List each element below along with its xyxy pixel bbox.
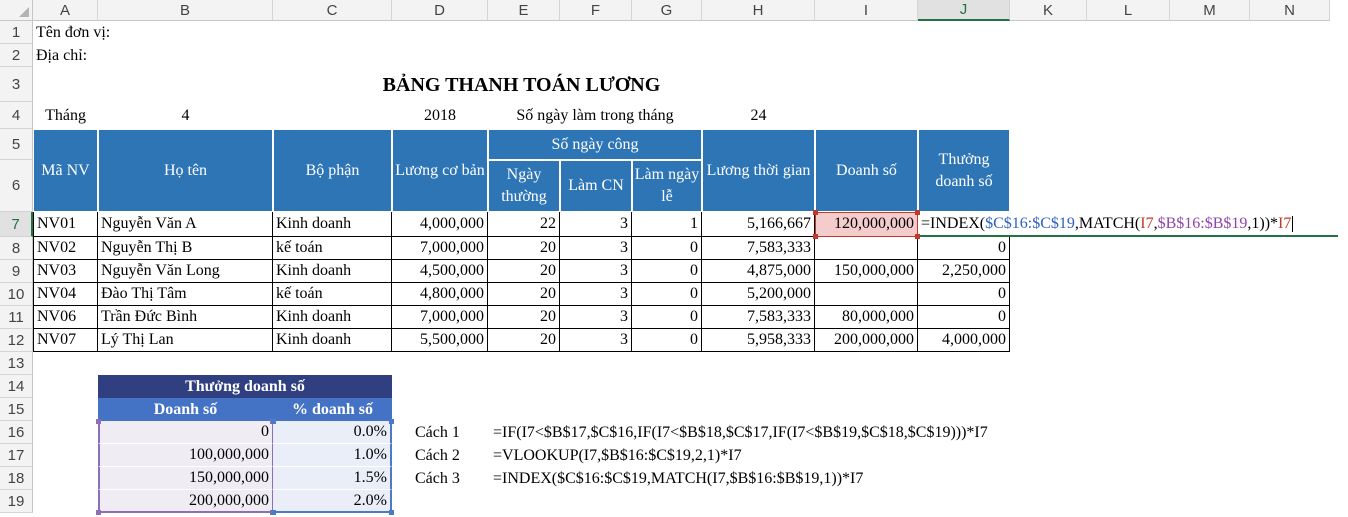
header-workdays-group[interactable]: Số ngày công — [488, 129, 702, 160]
cell-time_salary[interactable]: 5,958,333 — [702, 329, 815, 352]
row-header-13[interactable]: 13 — [0, 352, 33, 375]
formula-token: ,MATCH( — [1074, 214, 1141, 232]
row-header-18[interactable]: 18 — [0, 467, 33, 490]
header-bonus[interactable]: Thưởng doanh số — [918, 129, 1010, 212]
cell-normal[interactable]: 20 — [488, 306, 560, 329]
cell-sales[interactable]: 80,000,000 — [815, 306, 918, 329]
sheet-title[interactable]: BẢNG THANH TOÁN LƯƠNG — [382, 73, 661, 96]
cell-holiday[interactable]: 0 — [632, 237, 702, 260]
method-formula[interactable]: =VLOOKUP(I7,$B$16:$C$19,2,1)*I7 — [493, 446, 742, 464]
select-all-corner[interactable] — [0, 0, 33, 21]
cell-name[interactable]: Trần Đức Bình — [98, 306, 273, 329]
formula-token: I7 — [1140, 214, 1154, 232]
cell-base[interactable]: 4,800,000 — [392, 283, 488, 306]
method-label[interactable]: Cách 3 — [415, 469, 460, 487]
cell-bonus[interactable]: 0 — [918, 237, 1010, 260]
range-handle[interactable] — [389, 510, 394, 515]
cell-name[interactable]: Nguyễn Văn Long — [98, 260, 273, 283]
cell-normal[interactable]: 20 — [488, 237, 560, 260]
month-label[interactable]: Tháng — [45, 106, 86, 124]
cell-holiday[interactable]: 0 — [632, 306, 702, 329]
cell-holiday[interactable]: 0 — [632, 260, 702, 283]
cell-sunday[interactable]: 3 — [560, 212, 632, 237]
range-handle[interactable] — [915, 234, 920, 239]
workdays-label[interactable]: Số ngày làm trong tháng — [516, 106, 674, 124]
range-handle[interactable] — [389, 419, 394, 424]
column-header-h[interactable]: H — [702, 0, 815, 21]
method-formula[interactable]: =INDEX($C$16:$C$19,MATCH(I7,$B$16:$B$19,1))*I7 — [493, 469, 864, 487]
header-sunday[interactable]: Làm CN — [560, 160, 632, 212]
cell-normal[interactable]: 20 — [488, 260, 560, 283]
bonus-pct-value[interactable]: 1.5% — [273, 467, 392, 490]
cell-dept[interactable]: kế toán — [273, 237, 392, 260]
bonus-sales-value[interactable]: 0 — [98, 421, 273, 444]
method-formula[interactable]: =IF(I7<$B$17,$C$16,IF(I7<$B$18,$C$17,IF(I7<$B$19,$C$18,$C$19)))*I7 — [493, 423, 988, 441]
row-header-10[interactable]: 10 — [0, 283, 33, 306]
column-header-j[interactable]: J — [918, 0, 1010, 21]
range-handle[interactable] — [915, 210, 920, 215]
row-header-16[interactable]: 16 — [0, 421, 33, 444]
column-header-i[interactable]: I — [815, 0, 918, 21]
bonus-col-pct[interactable]: % doanh số — [273, 398, 392, 421]
range-handle[interactable] — [813, 234, 818, 239]
cell-sales[interactable]: 200,000,000 — [815, 329, 918, 352]
cell-name[interactable]: Nguyễn Văn A — [98, 212, 273, 237]
cell-time_salary[interactable]: 5,166,667 — [702, 212, 815, 237]
row-header-5[interactable]: 5 — [0, 129, 33, 160]
bonus-sales-value[interactable]: 150,000,000 — [98, 467, 273, 490]
cell-sales[interactable] — [815, 237, 918, 260]
column-header-d[interactable]: D — [392, 0, 488, 21]
bonus-pct-value[interactable]: 0.0% — [273, 421, 392, 444]
cell-normal[interactable]: 22 — [488, 212, 560, 237]
cell-sunday[interactable]: 3 — [560, 237, 632, 260]
row-header-2[interactable]: 2 — [0, 44, 33, 67]
range-handle[interactable] — [271, 419, 276, 424]
bonus-pct-value[interactable]: 1.0% — [273, 444, 392, 467]
cell-id[interactable]: NV07 — [33, 329, 98, 352]
row-header-1[interactable]: 1 — [0, 21, 33, 44]
header-id[interactable]: Mã NV — [33, 129, 98, 212]
formula-token: , — [1153, 214, 1158, 232]
column-header-n[interactable]: N — [1250, 0, 1330, 21]
cell-dept[interactable]: Kinh doanh — [273, 329, 392, 352]
range-handle[interactable] — [813, 210, 818, 215]
row-header-6[interactable]: 6 — [0, 160, 33, 212]
column-header-f[interactable]: F — [560, 0, 632, 21]
cell-id[interactable]: NV02 — [33, 237, 98, 260]
header-name[interactable]: Họ tên — [98, 129, 273, 212]
cell-id[interactable]: NV03 — [33, 260, 98, 283]
cell-sunday[interactable]: 3 — [560, 306, 632, 329]
cell-bonus[interactable]: 0 — [918, 306, 1010, 329]
cell-name[interactable]: Đào Thị Tâm — [98, 283, 273, 306]
cell-sunday[interactable]: 3 — [560, 329, 632, 352]
row-header-8[interactable]: 8 — [0, 237, 33, 260]
cell-name[interactable]: Nguyễn Thị B — [98, 237, 273, 260]
cell-normal[interactable]: 20 — [488, 283, 560, 306]
workdays-value[interactable]: 24 — [750, 106, 767, 124]
row-header-3[interactable]: 3 — [0, 67, 33, 102]
cell-dept[interactable]: kế toán — [273, 283, 392, 306]
column-header-b[interactable]: B — [98, 0, 273, 21]
bonus-pct-value[interactable]: 2.0% — [273, 490, 392, 513]
year-value[interactable]: 2018 — [424, 106, 456, 124]
column-header-k[interactable]: K — [1010, 0, 1087, 21]
cell-holiday[interactable]: 0 — [632, 329, 702, 352]
cell-base[interactable]: 4,000,000 — [392, 212, 488, 237]
unit-label[interactable]: Tên đơn vị: — [36, 23, 111, 41]
row-header-4[interactable]: 4 — [0, 102, 33, 129]
header-time-salary[interactable]: Lương thời gian — [702, 129, 815, 212]
text-cursor — [1292, 216, 1293, 232]
bonus-col-sales[interactable]: Doanh số — [98, 398, 273, 421]
address-label[interactable]: Địa chỉ: — [36, 46, 88, 64]
formula-token: $C$16:$C$19 — [985, 214, 1075, 232]
cell-sunday[interactable]: 3 — [560, 260, 632, 283]
cell-sales[interactable]: 120,000,000 — [815, 212, 918, 237]
row-header-11[interactable]: 11 — [0, 306, 33, 329]
formula-token: $B$16:$B$19 — [1157, 214, 1248, 232]
cell-bonus[interactable]: 2,250,000 — [918, 260, 1010, 283]
cell-base[interactable]: 7,000,000 — [392, 237, 488, 260]
cell-holiday[interactable]: 0 — [632, 283, 702, 306]
cell-dept[interactable]: Kinh doanh — [273, 212, 392, 237]
bonus-sales-value[interactable]: 100,000,000 — [98, 444, 273, 467]
cell-id[interactable]: NV01 — [33, 212, 98, 237]
cell-id[interactable]: NV04 — [33, 283, 98, 306]
cell-sunday[interactable]: 3 — [560, 283, 632, 306]
range-handle[interactable] — [96, 419, 101, 424]
cell-sales[interactable] — [815, 283, 918, 306]
cell-base[interactable]: 7,000,000 — [392, 306, 488, 329]
formula-token: I7 — [1278, 214, 1292, 232]
row-header-15[interactable]: 15 — [0, 398, 33, 421]
row-header-12[interactable]: 12 — [0, 329, 33, 352]
cell-normal[interactable]: 20 — [488, 329, 560, 352]
column-header-c[interactable]: C — [273, 0, 392, 21]
active-cell-formula-editor[interactable] — [918, 212, 1338, 237]
month-value[interactable]: 4 — [181, 106, 190, 124]
bonus-sales-value[interactable]: 200,000,000 — [98, 490, 273, 513]
method-label[interactable]: Cách 2 — [415, 446, 460, 464]
cell-dept[interactable]: Kinh doanh — [273, 306, 392, 329]
column-header-a[interactable]: A — [33, 0, 98, 21]
cell-time_salary[interactable]: 5,200,000 — [702, 283, 815, 306]
header-base-salary[interactable]: Lương cơ bản — [392, 129, 488, 212]
cell-base[interactable]: 4,500,000 — [392, 260, 488, 283]
cell-time_salary[interactable]: 7,583,333 — [702, 237, 815, 260]
cell-holiday[interactable]: 1 — [632, 212, 702, 237]
header-dept[interactable]: Bộ phận — [273, 129, 392, 212]
row-header-14[interactable]: 14 — [0, 375, 33, 398]
cell-base[interactable]: 5,500,000 — [392, 329, 488, 352]
column-header-l[interactable]: L — [1087, 0, 1170, 21]
cell-time_salary[interactable]: 7,583,333 — [702, 306, 815, 329]
cell-sales[interactable]: 150,000,000 — [815, 260, 918, 283]
header-holiday[interactable]: Làm ngày lễ — [632, 160, 702, 212]
column-header-g[interactable]: G — [632, 0, 702, 21]
column-header-e[interactable]: E — [488, 0, 560, 21]
row-header-9[interactable]: 9 — [0, 260, 33, 283]
cell-name[interactable]: Lý Thị Lan — [98, 329, 273, 352]
cell-bonus[interactable]: 0 — [918, 283, 1010, 306]
row-header-19[interactable]: 19 — [0, 490, 33, 513]
bonus-table-title[interactable]: Thưởng doanh số — [98, 375, 392, 398]
formula-token: =INDEX( — [921, 214, 986, 232]
cell-id[interactable]: NV06 — [33, 306, 98, 329]
range-handle[interactable] — [96, 510, 101, 515]
cell-time_salary[interactable]: 4,875,000 — [702, 260, 815, 283]
cell-dept[interactable]: Kinh doanh — [273, 260, 392, 283]
header-sales[interactable]: Doanh số — [815, 129, 918, 212]
row-header-7[interactable]: 7 — [0, 212, 33, 237]
cell-bonus[interactable]: 4,000,000 — [918, 329, 1010, 352]
method-label[interactable]: Cách 1 — [415, 423, 460, 441]
header-normal-days[interactable]: Ngày thường — [488, 160, 560, 212]
formula-token: ,1))* — [1247, 214, 1279, 232]
range-handle[interactable] — [271, 510, 276, 515]
column-header-m[interactable]: M — [1170, 0, 1250, 21]
row-header-17[interactable]: 17 — [0, 444, 33, 467]
